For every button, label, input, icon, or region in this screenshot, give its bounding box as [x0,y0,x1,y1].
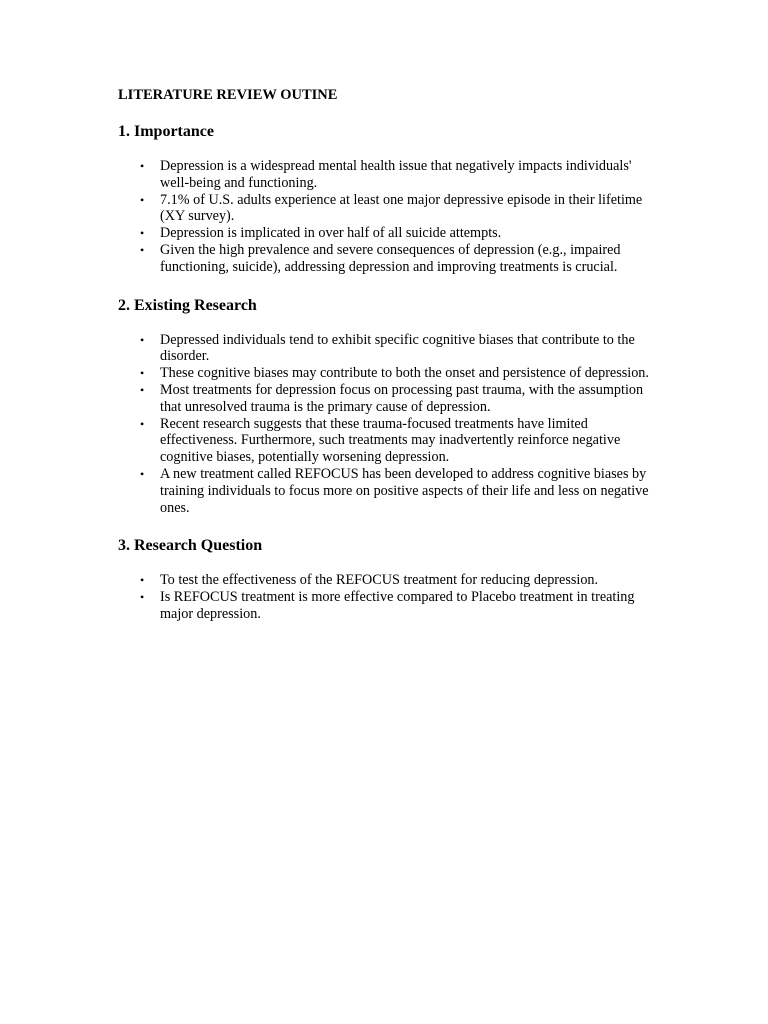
section-research-question [118,536,658,622]
list-item [140,192,658,226]
section-heading: 1. Importance [118,123,214,140]
bullet-icon: • [140,226,145,241]
bullet-icon: • [140,466,145,481]
bullet-icon: • [140,382,145,397]
list-item-text: A new treatment called REFOCUS has been developed to address cognitive biases by training individuals to focus more on positive aspects of their life and less on negative ones. [160,465,649,516]
document-title: LITERATURE REVIEW OUTINE [118,87,338,103]
list-item [140,158,658,192]
list-item-text: 7.1% of U.S. adults experience at least one major depressive episode in their lifetime (XY survey). [160,191,643,225]
list-item [140,572,658,589]
section-heading: 3. Research Question [118,537,263,555]
list-item-text: Depressed individuals tend to exhibit specific cognitive biases that contribute to the disorder. [160,331,635,365]
list-item [140,365,658,382]
list-item [140,466,658,516]
section-heading: 2. Existing Research [118,296,257,314]
bullet-icon: • [140,590,145,605]
list-item-text: Is REFOCUS treatment is more effective compared to Placebo treatment in treating major depression. [160,589,635,622]
bullet-icon: • [140,416,145,431]
bullet-icon: • [140,159,145,173]
list-item [140,589,658,623]
bullet-list [118,572,658,622]
section-existing-research [118,296,658,517]
list-item-text: Given the high prevalence and severe consequences of depression (e.g., impaired functioning, suicide), addressing depression and improving treatments is crucial. [160,241,621,275]
bullet-icon: • [140,332,145,347]
list-item-text: To test the effectiveness of the REFOCUS treatment for reducing depression. [160,572,599,589]
bullet-icon: • [140,242,145,257]
list-item [140,416,658,466]
list-item [140,242,658,276]
list-item-text: Recent research suggests that these trauma-focused treatments have limited effectiveness. Furthermore, such treatments may inadvertently reinforce negative cognitive biases, potentially worsening depression. [160,415,621,466]
list-item [140,332,658,366]
list-item [140,382,658,416]
bullet-list [118,158,658,276]
bullet-icon: • [140,192,145,207]
section-importance [118,122,658,276]
bullet-list [118,332,658,517]
bullet-icon: • [140,366,145,381]
list-item [140,225,658,242]
list-item-text: These cognitive biases may contribute to both the onset and persistence of depression. [160,365,649,382]
list-item-text: Depression is a widespread mental health issue that negatively impacts individuals' well-being and functioning. [160,158,632,191]
bullet-icon: • [140,573,145,588]
list-item-text: Depression is implicated in over half of all suicide attempts. [160,225,502,242]
list-item-text: Most treatments for depression focus on processing past trauma, with the assumption that unresolved trauma is the primary cause of depression. [160,381,644,415]
